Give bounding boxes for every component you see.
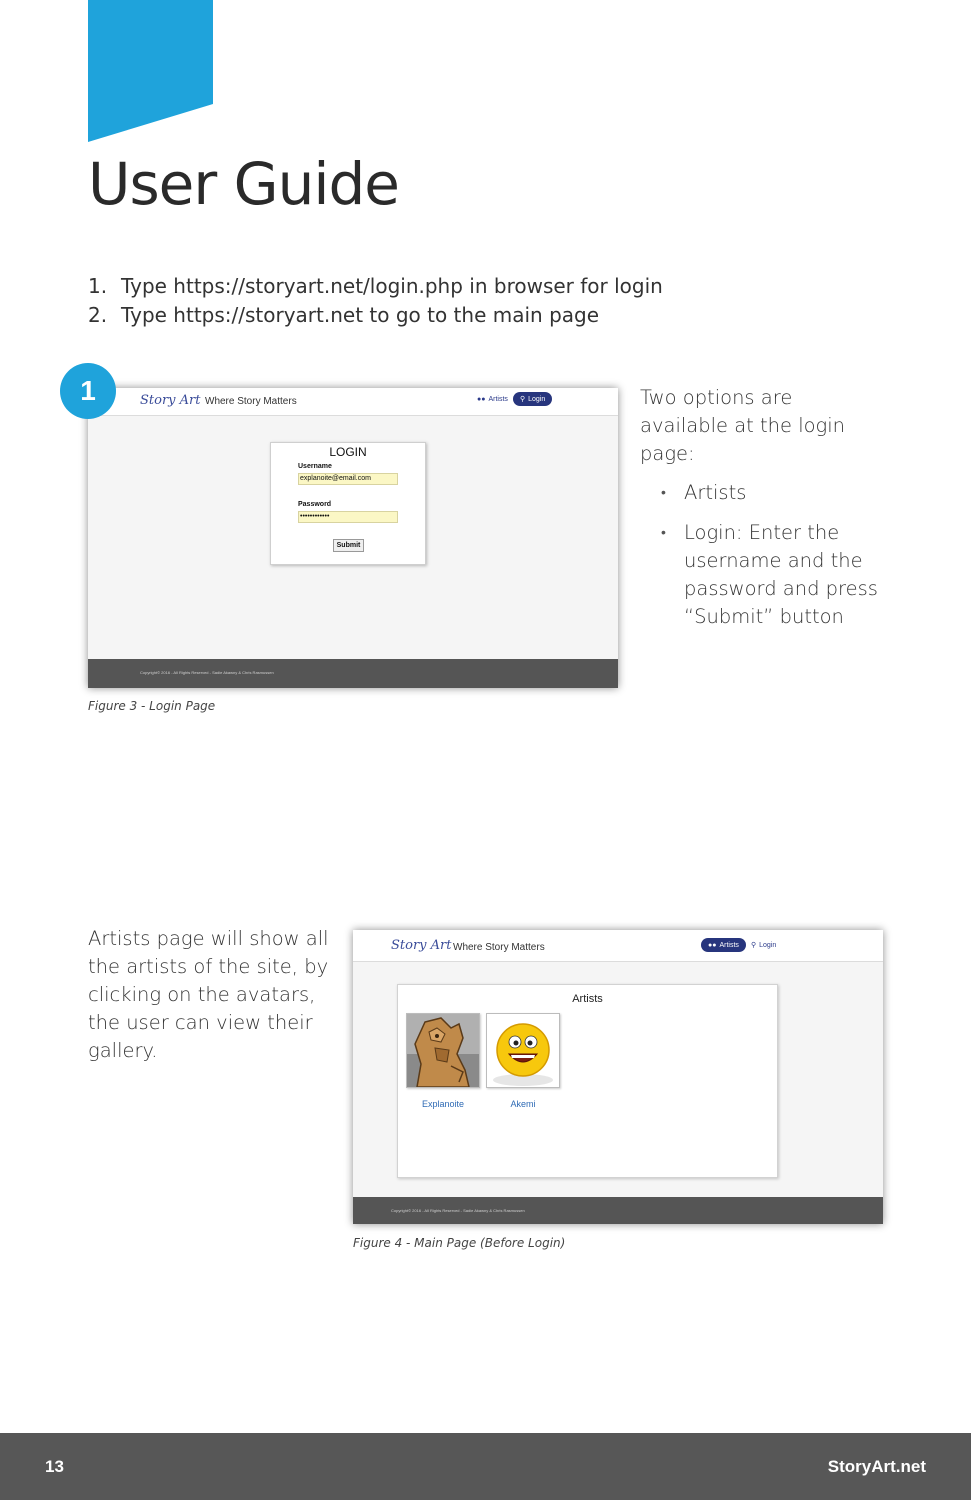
- users-icon: ●●: [708, 941, 717, 949]
- site-footer: [88, 659, 618, 688]
- submit-button[interactable]: Submit: [333, 539, 364, 552]
- nav-artists[interactable]: ●● Artists: [477, 395, 508, 403]
- step-list: [88, 272, 663, 330]
- login-page-screenshot: [88, 388, 618, 688]
- login-options-text: [640, 384, 880, 631]
- creature-avatar-icon: [407, 1014, 479, 1087]
- options-list: [640, 479, 880, 631]
- artists-description: Artists page will show all the artists of the site, by clicking on the avatars, the user can view their gallery.: [88, 927, 329, 1062]
- option-item: • Artists: [640, 479, 880, 507]
- site-logo: Story Art: [140, 393, 201, 408]
- smiley-avatar-icon: [487, 1014, 559, 1087]
- password-label: Password: [298, 501, 332, 508]
- username-label: Username: [298, 463, 332, 470]
- page-footer: [0, 1433, 971, 1500]
- step-item: 1. Type https://storyart.net/login.php in browser for login: [88, 274, 663, 298]
- site-footer: [353, 1197, 883, 1224]
- artist-avatar-akemi[interactable]: [486, 1013, 560, 1088]
- nav-login[interactable]: ⚲ Login: [513, 392, 552, 406]
- figure-caption: Figure 4 - Main Page (Before Login): [353, 1236, 566, 1250]
- footer-site-name: StoryArt.net: [827, 1457, 926, 1476]
- login-form: [270, 442, 426, 565]
- artist-name-link[interactable]: Explanoite: [421, 1099, 465, 1109]
- copyright-text: Copyright© 2016 - All Rights Reserved - Sadie Akawny & Chris Rasmussen: [391, 1208, 525, 1213]
- copyright-text: Copyright© 2016 - All Rights Reserved - Sadie Akawny & Chris Rasmussen: [140, 670, 274, 675]
- step-badge: 1: [60, 363, 116, 419]
- artists-panel: [397, 984, 778, 1178]
- users-icon: ●●: [477, 395, 486, 403]
- nav-artists[interactable]: ●● Artists: [701, 938, 746, 952]
- options-intro: Two options are available at the login page:: [640, 386, 846, 465]
- artists-title: Artists: [572, 993, 603, 1005]
- figure-caption: Figure 3 - Login Page: [88, 699, 216, 713]
- header-tab-shape: [88, 0, 213, 142]
- page-title: User Guide: [88, 150, 399, 218]
- site-tagline: Where Story Matters: [453, 942, 545, 953]
- site-header: [88, 388, 618, 416]
- artist-avatar-explanoite[interactable]: [406, 1013, 480, 1088]
- login-title: LOGIN: [329, 445, 367, 459]
- main-page-screenshot: [353, 930, 883, 1224]
- key-icon: ⚲: [751, 942, 757, 949]
- artist-name-link[interactable]: Akemi: [510, 1099, 536, 1109]
- option-item: • Login: Enter the username and the password and press “Submit” button: [640, 519, 880, 631]
- site-tagline: Where Story Matters: [205, 396, 297, 407]
- nav-login[interactable]: ⚲ Login: [751, 941, 777, 949]
- step-item: 2. Type https://storyart.net to go to the main page: [88, 303, 600, 327]
- key-icon: ⚲: [520, 396, 526, 403]
- password-input[interactable]: ••••••••••••: [298, 511, 398, 523]
- site-logo: Story Art: [391, 938, 452, 953]
- username-input[interactable]: explanoite@email.com: [298, 473, 398, 485]
- page-number: 13: [45, 1457, 64, 1476]
- site-header: [353, 930, 883, 962]
